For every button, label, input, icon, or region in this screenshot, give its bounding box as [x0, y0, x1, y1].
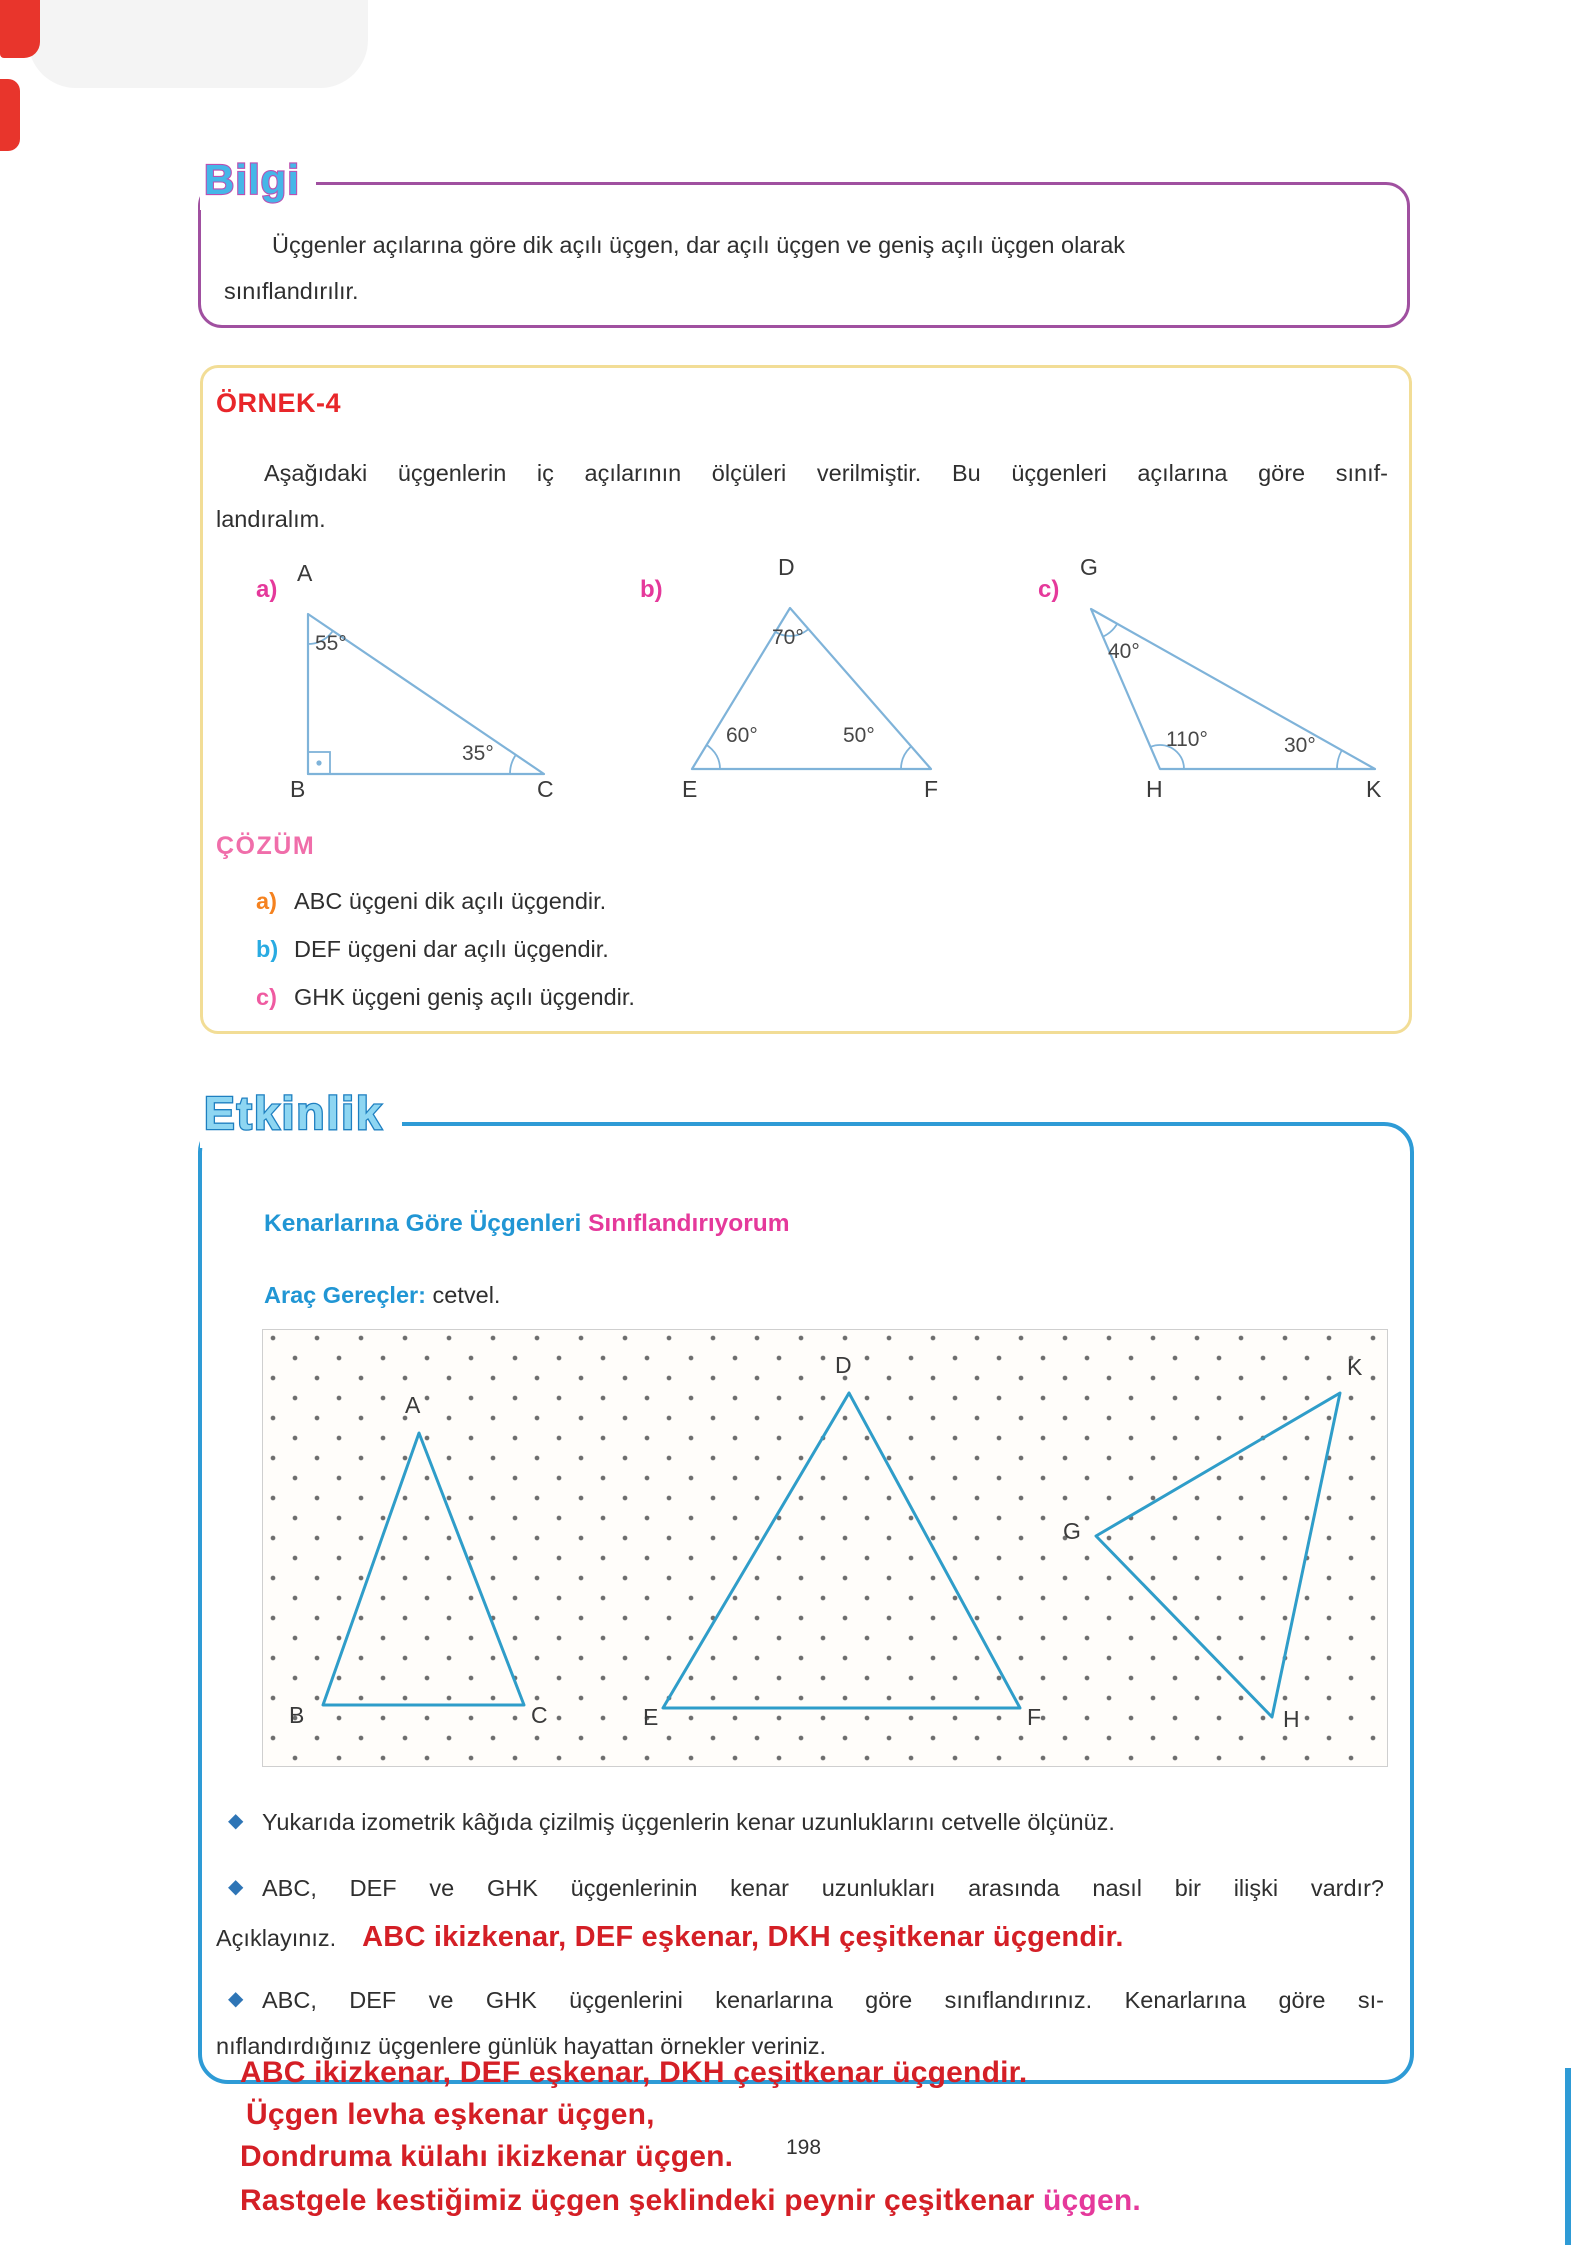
vertex-label: K — [1366, 776, 1382, 802]
angle-label: 50° — [843, 724, 875, 747]
solution-text: DEF üçgeni dar açılı üçgendir. — [294, 936, 609, 962]
bullet3-line1: ABC, DEF ve GHK üçgenlerini kenarlarına göre sınıflandırınız. Kenarlarına göre sı- — [262, 1987, 1384, 2013]
bilgi-text-line1: Üçgenler açılarına göre dik açılı üçgen, dar açılı üçgen ve geniş açılı üçgen olarak — [272, 232, 1126, 258]
vertex-label: F — [1027, 1704, 1042, 1730]
ornek-intro-line1: Aşağıdaki üçgenlerin iç açılarının ölçüleri verilmiştir. Bu üçgenleri açılarına göre sınıf- — [264, 460, 1388, 486]
bilgi-text-line2: sınıflandırılır. — [224, 278, 359, 304]
ornek-title: ÖRNEK-4 — [216, 388, 342, 418]
solution-marker: b) — [256, 936, 279, 962]
tools-label: Araç Gereçler: — [264, 1282, 426, 1308]
triangle-ghk-obtuse — [1072, 588, 1394, 790]
vertex-label: E — [682, 776, 698, 802]
vertex-label: A — [405, 1392, 421, 1418]
vertex-label: E — [643, 1704, 659, 1730]
angle-label: 55° — [315, 632, 347, 655]
vertex-label: C — [531, 1702, 548, 1728]
solution-text: GHK üçgeni geniş açılı üçgendir. — [294, 984, 635, 1010]
solution-row — [256, 984, 635, 1011]
activity-title-part2: Sınıflandırıyorum — [588, 1210, 790, 1237]
ornek-intro-line2: landıralım. — [216, 506, 326, 532]
diamond-bullet-icon: ◆ — [228, 1876, 244, 1898]
vertex-label: C — [537, 776, 554, 802]
angle-label: 60° — [726, 724, 758, 747]
bullet2-line2-text: Açıklayınız. — [216, 1925, 337, 1951]
bilgi-text — [224, 222, 1382, 314]
triangle-def-acute — [672, 588, 952, 790]
bullet3-line2: nıflandırdığınız üçgenlere günlük hayattan örnekler veriniz. — [216, 2033, 827, 2059]
solution-row — [256, 888, 606, 915]
angle-label: 70° — [772, 626, 804, 649]
bullet1-text: Yukarıda izometrik kâğıda çizilmiş üçgenlerin kenar uzunluklarını cetvelle ölçünüz. — [262, 1809, 1115, 1835]
vertex-label: B — [290, 776, 306, 802]
angle-label: 40° — [1108, 640, 1140, 663]
activity-title-part1: Kenarlarına Göre Üçgenleri — [264, 1210, 582, 1237]
vertex-label: D — [778, 554, 795, 580]
cozum-heading: ÇÖZÜM — [216, 832, 316, 860]
angle-label: 30° — [1284, 734, 1316, 757]
bullet2-line2 — [216, 1916, 1124, 1960]
bilgi-heading: Bilgi — [200, 154, 316, 210]
handwritten-answer: ABC ikizkenar, DEF eşkenar, DKH çeşitkenar üçgendir. — [240, 2056, 1028, 2089]
vertex-label: D — [835, 1352, 852, 1378]
handwritten-answer: Üçgen levha eşkenar üçgen, — [246, 2098, 655, 2131]
vertex-label: B — [289, 1702, 305, 1728]
diamond-bullet-icon: ◆ — [228, 1988, 244, 2010]
handwritten-answer-main: Rastgele kestiğimiz üçgen şeklindeki peynir çeşitkenar — [240, 2184, 1035, 2217]
diagram-a-marker: a) — [256, 576, 278, 603]
angle-label: 35° — [462, 742, 494, 765]
diagram-c-marker: c) — [1038, 576, 1060, 603]
vertex-label: G — [1063, 1518, 1081, 1544]
solution-marker: c) — [256, 984, 277, 1010]
vertex-label: F — [924, 776, 939, 802]
solution-marker: a) — [256, 888, 277, 914]
scan-artifact-blob — [28, 0, 368, 88]
triangle-abc-right — [290, 596, 570, 796]
page-edge-red-mark — [0, 79, 20, 151]
vertex-label: H — [1146, 776, 1163, 802]
page-edge-blue-line — [1565, 2068, 1571, 2245]
handwritten-answer — [240, 2184, 1141, 2218]
vertex-label: A — [297, 560, 313, 586]
page-number: 198 — [786, 2136, 822, 2159]
angle-label: 110° — [1166, 728, 1208, 751]
diagram-b-marker: b) — [640, 576, 663, 603]
handwritten-answer-suffix: üçgen. — [1043, 2184, 1141, 2217]
tools-value: cetvel. — [432, 1282, 501, 1308]
diamond-bullet-icon: ◆ — [228, 1810, 244, 1832]
triangle-gkh-scalene — [1096, 1393, 1340, 1717]
page-edge-red-mark — [0, 0, 40, 58]
handwritten-answer: ABC ikizkenar, DEF eşkenar, DKH çeşitkenar üçgendir. — [362, 1921, 1124, 1953]
solution-text: ABC üçgeni dik açılı üçgendir. — [294, 888, 607, 914]
activity-triangles-drawing — [263, 1330, 1387, 1766]
etkinlik-heading: Etkinlik — [200, 1084, 402, 1148]
triangle-def-equilateral — [663, 1393, 1020, 1708]
solution-row — [256, 936, 609, 963]
vertex-label: H — [1283, 1706, 1300, 1732]
ornek-intro — [216, 450, 1388, 542]
vertex-label: K — [1347, 1354, 1363, 1380]
bullet2-line1: ABC, DEF ve GHK üçgenlerinin kenar uzunlukları arasında nasıl bir ilişki vardır? — [262, 1875, 1384, 1901]
triangle-abc-isosceles — [323, 1433, 524, 1705]
tools-line — [264, 1282, 500, 1309]
activity-title — [264, 1210, 790, 1238]
handwritten-answer: Dondruma külahı ikizkenar üçgen. — [240, 2140, 734, 2173]
isometric-grid — [262, 1329, 1388, 1767]
vertex-label: G — [1080, 554, 1098, 580]
